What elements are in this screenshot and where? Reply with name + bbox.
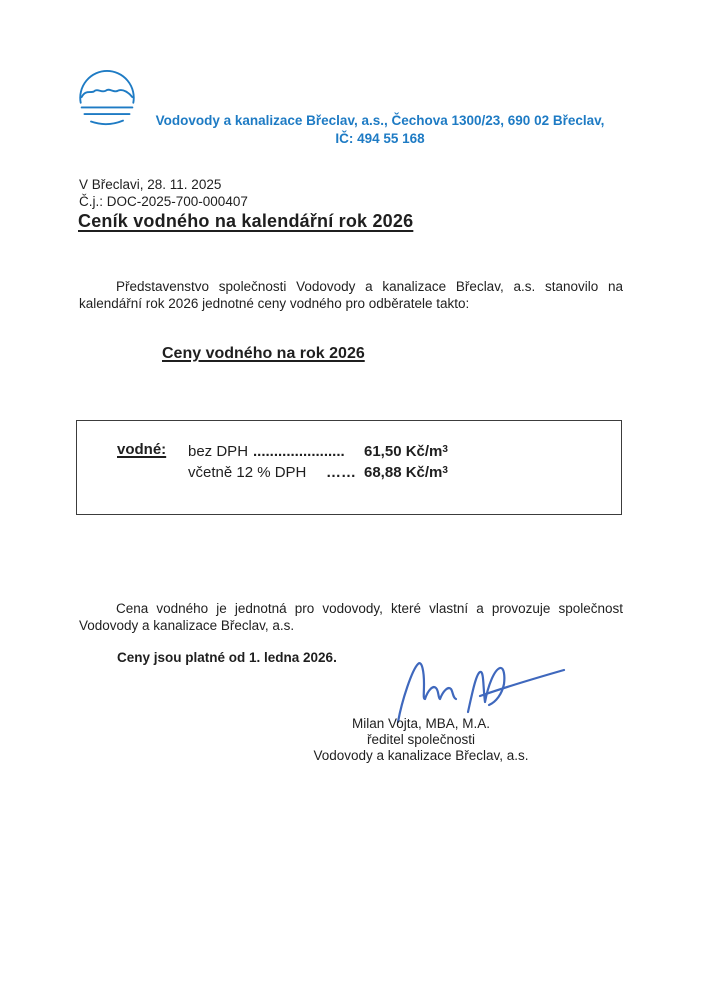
price-value: 68,88 $Kč/m^3$: [364, 464, 448, 481]
superscript-3: 3: [442, 444, 448, 455]
signature-flourish: [480, 670, 564, 696]
reference-number-line: Č.j.: DOC-2025-700-000407: [79, 194, 248, 209]
signatory-block: [286, 716, 556, 764]
section-heading: Ceny vodného na rok 2026: [162, 345, 365, 362]
company-address-line: Vodovody a kanalizace Břeclav, a.s., Čechova 1300/23, 690 02 Břeclav,: [155, 113, 605, 128]
logo-water-line-3: [91, 121, 123, 125]
signatory-company: Vodovody a kanalizace Břeclav, a.s.: [313, 748, 529, 763]
document-title: Ceník vodného na kalendářní rok 2026: [78, 211, 414, 231]
superscript-3: 3: [442, 465, 448, 476]
logo-circle-arc: [80, 71, 134, 103]
signatory-role: ředitel společnosti: [366, 732, 476, 747]
letterhead: [120, 112, 640, 148]
price-name: bez DPH: [188, 443, 249, 460]
company-id-line: IČ: 494 55 168: [335, 131, 425, 146]
price-row-without-vat: [188, 441, 448, 462]
price-row-with-vat: [188, 462, 448, 483]
price-name: včetně 12 % DPH: [188, 464, 307, 481]
price-lines: [188, 441, 448, 483]
place-date-line: V Břeclavi, 28. 11. 2025: [79, 177, 222, 192]
dot-leader: ……: [326, 464, 356, 481]
price-value: 61,50 $Kč/m^3$: [364, 443, 448, 460]
dot-leader: ......................: [253, 443, 345, 460]
price-box-label: vodné:: [117, 441, 167, 458]
body-paragraph: Cena vodného je jednotná pro vodovody, které vlastní a provozuje společnost Vodovody a kanalizace Břeclav, a.s.: [79, 601, 623, 633]
intro-paragraph: Představenstvo společnosti Vodovody a kanalizace Břeclav, a.s. stanovilo na kalendářní rok 2026 jednotné ceny vodného pro odběratele takto:: [79, 279, 623, 311]
logo-wave-line: [82, 90, 133, 97]
handwritten-signature-icon: [388, 656, 568, 724]
signature-stroke-1: [398, 663, 456, 722]
signatory-name: Milan Vojta, MBA, M.A.: [351, 716, 491, 731]
price-box: [76, 420, 622, 515]
validity-line: Ceny jsou platné od 1. ledna 2026.: [117, 650, 337, 665]
